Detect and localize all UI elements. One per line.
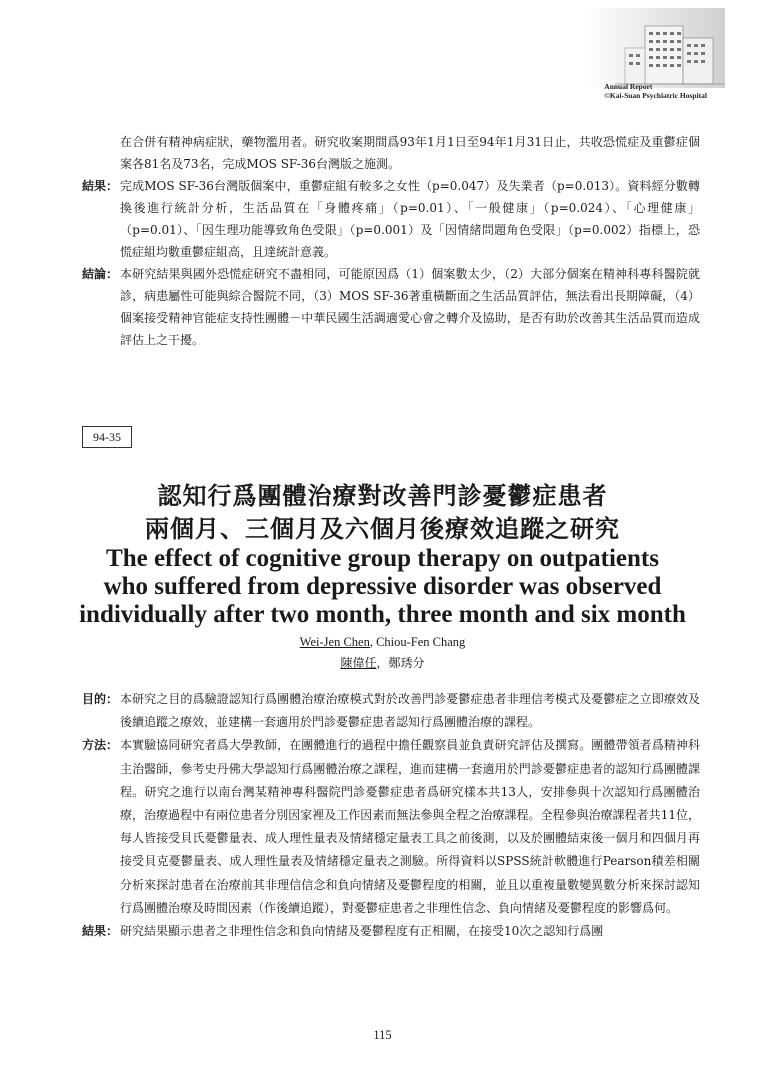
previous-article-continuation (82, 131, 700, 351)
annual-report-label: Annual Report (604, 82, 653, 91)
author-en-1: Wei-Jen Chen (299, 635, 370, 649)
author-zh-separator: ， (376, 656, 389, 670)
article-code: 94-35 (82, 426, 132, 448)
title-zh-line1: 認知行爲團體治療對改善門診憂鬱症患者 (157, 481, 608, 510)
purpose-paragraph (82, 688, 700, 734)
purpose-label: 目的： (82, 692, 119, 706)
method-paragraph (82, 734, 700, 920)
conclusion-label: 結論： (82, 267, 119, 281)
author-zh-1: 陳偉任 (340, 656, 377, 670)
author-zh-2: 鄭琇分 (388, 656, 425, 670)
author-en-2: Chiou-Fen Chang (376, 635, 466, 649)
abstract-results-label: 結果： (82, 924, 119, 939)
conclusion-paragraph (82, 263, 700, 351)
abstract-results-text: 研究結果顯示患者之非理性信念和負向情緒及憂鬱程度有正相關，在接受10次之認知行爲團 (120, 924, 604, 939)
conclusion-text: 本研究結果與國外恐慌症研究不盡相同，可能原因爲（1）個案數太少，（2）大部分個案在精神科專科醫院就診，病患屬性可能與綜合醫院不同，（3）MOS SF-36著重橫斷面之生活品質評估，無法看出長期障礙，（4）個案接受精神官能症支持性團體－中華民國生活調適愛心會之轉介及協助，是否有助於改善其生活品質而造成評估上之干擾。 (120, 267, 700, 347)
title-en-line2: who suffered from depressive disorder was observed (103, 573, 662, 600)
building-icon (585, 8, 725, 88)
results-text: 完成MOS SF-36台灣版個案中，重鬱症組有較多之女性（p=0.047）及失業者（p=0.013）。資料經分數轉換後進行統計分析，生活品質在「身體疼痛」（p=0.01）、「一般健康」（p=0.024）、「心理健康」（p=0.01）、「因生理功能導致角色受限」（p=0.001）及「因情緒問題角色受限」（p=0.002）指標上，恐慌症組均數重鬱症組高，且達統計意義。 (120, 179, 700, 259)
report-header (604, 82, 707, 100)
authors-chinese (0, 654, 765, 672)
method-label: 方法： (82, 738, 119, 753)
abstract-results-paragraph (82, 920, 700, 943)
title-en-line1: The effect of cognitive group therapy on outpatients (106, 545, 659, 572)
results-paragraph (82, 175, 700, 263)
author-en-separator: , (369, 635, 377, 649)
article-abstract (82, 688, 700, 943)
purpose-text: 本研究之目的爲驗證認知行爲團體治療治療模式對於改善門診憂鬱症患者非理信考模式及憂鬱症之立即療效及後續追蹤之療效，並建構一套適用於門診憂鬱症患者認知行爲團體治療的課程。 (120, 692, 700, 730)
results-label: 結果： (82, 179, 119, 193)
title-zh-line2: 兩個月、三個月及六個月後療效追蹤之研究 (145, 514, 620, 543)
authors-english (0, 633, 765, 651)
method-text: 本實驗協同研究者爲大學教師，在團體進行的過程中擔任觀察員並負責研究評估及撰寫。團體帶領者爲精神科主治醫師，參考史丹佛大學認知行爲團體治療之課程，進而建構一套適用於門診憂鬱症患者的認知行爲團體課程。研究之進行以南台灣某精神專科醫院門診憂鬱症患者爲研究樣本共13人，安排參與十次認知行爲團體治療，治療過程中有兩位患者分別因家裡及工作因素而無法參與全程之治療課程。全程參與治療課程者共11位，每人皆接受貝氏憂鬱量表、成人理性量表及情緒穩定量表工具之前後測，以及於團體結束後一個月和四個月再接受貝克憂鬱量表、成人理性量表及情緒穩定量表之測驗。所得資料以SPSS統計軟體進行Pearson積差相關分析來探討患者在治療前其非理信信念和負向情緒及憂鬱程度的相關，並且以重複量數變異數分析來探討認知行爲團體治療及時間因素（作後續追蹤），對憂鬱症患者之非理性信念、負向情緒及憂鬱程度的影響爲何。 (120, 738, 700, 915)
page-number: 115 (373, 1028, 392, 1042)
title-en-line3: individually after two month, three month and six month (79, 601, 686, 628)
hospital-name: ©Kai-Suan Psychiatric Hospital (604, 91, 707, 100)
continuation-paragraph: 在合併有精神病症狀，藥物濫用者。研究收案期間爲93年1月1日至94年1月31日止，共收恐慌症及重鬱症個案各81名及73名，完成MOS SF-36台灣版之施測。 (120, 135, 700, 171)
